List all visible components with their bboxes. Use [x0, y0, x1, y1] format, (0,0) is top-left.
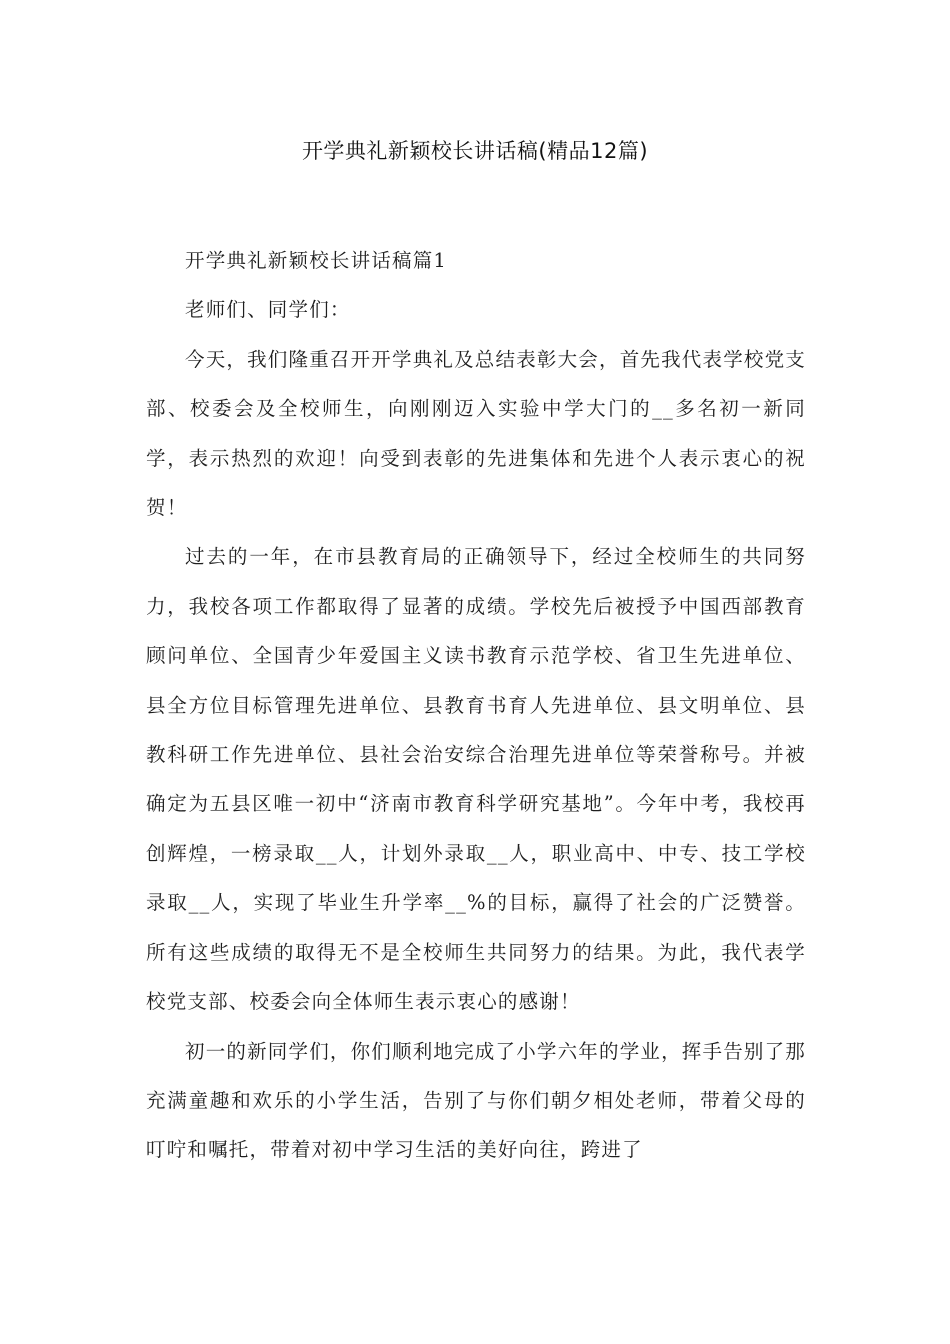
document-body: [146, 236, 806, 1175]
paragraph-2: 过去的一年，在市县教育局的正确领导下，经过全校师生的共同努力，我校各项工作都取得了显著的成绩。学校先后被授予中国西部教育顾问单位、全国青少年爱国主义读书教育示范学校、省卫生先进单位、县全方位目标管理先进单位、县教育书育人先进单位、县文明单位、县教科研工作先进单位、县社会治安综合治理先进单位等荣誉称号。并被确定为五县区唯一初中“济南市教育科学研究基地”。今年中考，我校再创辉煌，一榜录取__人，计划外录取__人，职业高中、中专、技工学校录取__人，实现了毕业生升学率__%的目标，赢得了社会的广泛赞誉。所有这些成绩的取得无不是全校师生共同努力的结果。为此，我代表学校党支部、校委会向全体师生表示衷心的感谢！: [146, 545, 806, 1014]
document-title: 开学典礼新颖校长讲话稿(精品12篇): [301, 139, 649, 163]
paragraph-1: 今天，我们隆重召开开学典礼及总结表彰大会，首先我代表学校党支部、校委会及全校师生，向刚刚迈入实验中学大门的__多名初一新同学，表示热烈的欢迎！向受到表彰的先进集体和先进个人表示衷心的祝贺！: [146, 347, 807, 520]
section-heading: 开学典礼新颖校长讲话稿篇1: [185, 249, 448, 272]
salutation: 老师们、同学们：: [185, 298, 351, 322]
paragraph-3: 初一的新同学们，你们顺利地完成了小学六年的学业，挥手告别了那充满童趣和欢乐的小学生活，告别了与你们朝夕相处老师，带着父母的叮咛和嘱托，带着对初中学习生活的美好向往，跨进了: [146, 1039, 807, 1162]
